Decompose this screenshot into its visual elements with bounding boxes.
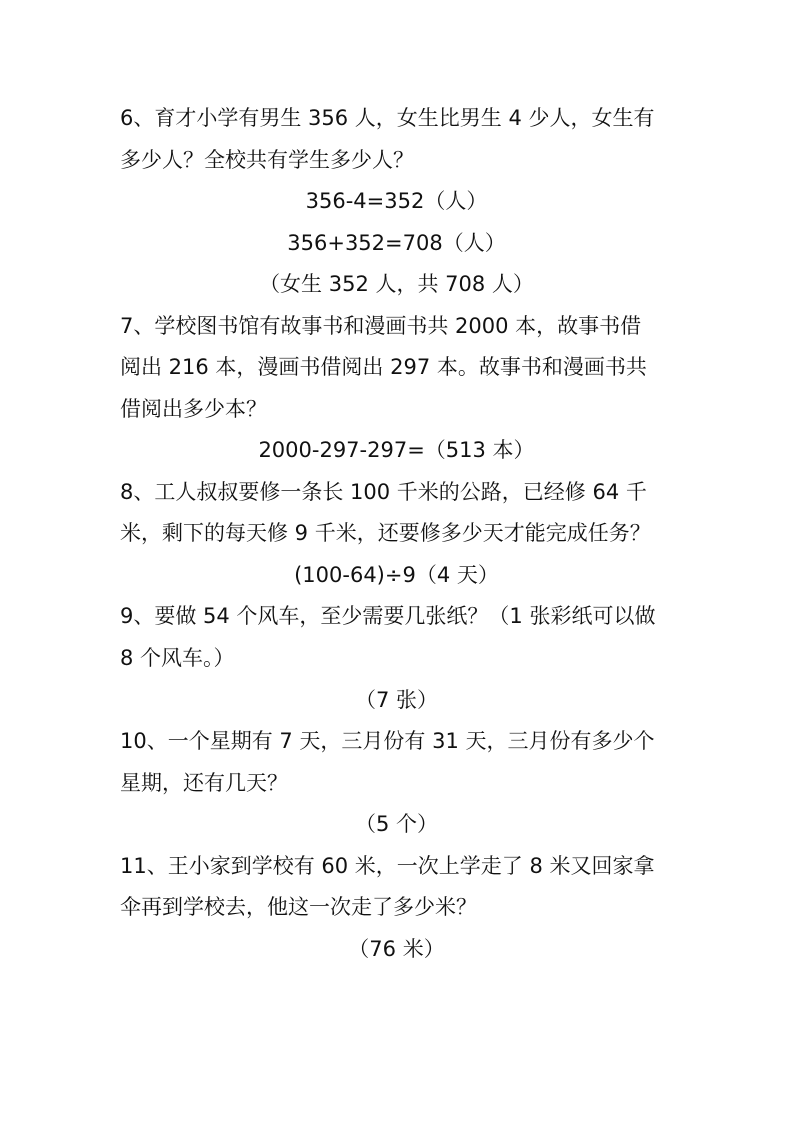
question-line: 7、学校图书馆有故事书和漫画书共 2000 本，故事书借 <box>120 314 642 338</box>
question-line: 9、要做 54 个风车，至少需要几张纸？（1 张彩纸可以做 <box>120 604 656 628</box>
question-line: 8 个风车。） <box>120 646 235 670</box>
answer-line: （76 米） <box>348 937 445 961</box>
answer-line: （7 张） <box>354 688 439 712</box>
question-line: 8、工人叔叔要修一条长 100 千米的公路，已经修 64 千 <box>120 480 647 504</box>
question-line: 星期，还有几天？ <box>120 771 288 795</box>
question-line: 6、育才小学有男生 356 人，女生比男生 4 少人，女生有 <box>120 106 655 130</box>
question-line: 多少人？全校共有学生多少人？ <box>120 148 414 172</box>
question-line: 伞再到学校去，他这一次走了多少米？ <box>120 895 477 919</box>
question-line: 10、一个星期有 7 天，三月份有 31 天，三月份有多少个 <box>120 729 655 753</box>
question-line: 米，剩下的每天修 9 千米，还要修多少天才能完成任务？ <box>120 521 651 545</box>
answer-line: 356-4=352（人） <box>305 189 488 213</box>
question-line: 阅出 216 本，漫画书借阅出 297 本。故事书和漫画书共 <box>120 355 647 379</box>
answer-line: （女生 352 人，共 708 人） <box>259 272 534 296</box>
question-line: 借阅出多少本？ <box>120 397 267 421</box>
answer-line: （5 个） <box>354 812 439 836</box>
answer-line: 2000-297-297=（513 本） <box>258 438 535 462</box>
answer-line: (100-64)÷9（4 天） <box>294 563 499 587</box>
question-line: 11、王小家到学校有 60 米，一次上学走了 8 米又回家拿 <box>120 854 655 878</box>
answer-line: 356+352=708（人） <box>287 231 506 255</box>
